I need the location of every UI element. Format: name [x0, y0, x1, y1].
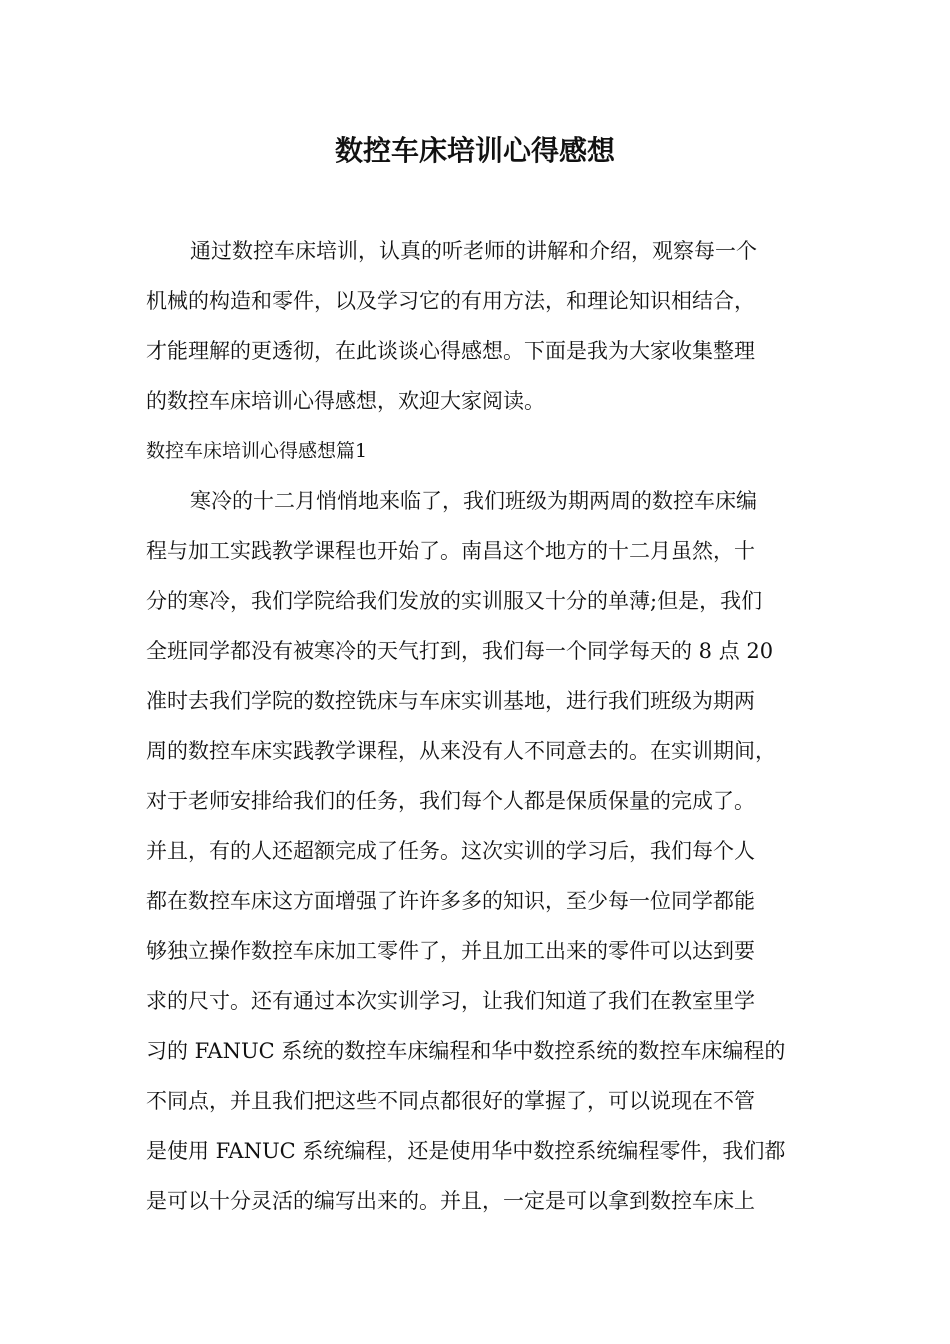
- body-line-6: 周的数控车床实践教学课程，从来没有人不同意去的。在实训期间，: [146, 739, 776, 763]
- document-title: 数控车床培训心得感想: [334, 134, 615, 167]
- body-line-4: 全班同学都没有被寒冷的天气打到，我们每一个同学每天的 8 点 20: [146, 639, 774, 663]
- body-line-8: 并且，有的人还超额完成了任务。这次实训的学习后，我们每个人: [146, 839, 755, 863]
- body-line-15: 是可以十分灵活的编写出来的。并且，一定是可以拿到数控车床上: [146, 1189, 755, 1213]
- intro-line-3: 才能理解的更透彻，在此谈谈心得感想。下面是我为大家收集整理: [146, 339, 755, 363]
- intro-line-2: 机械的构造和零件，以及学习它的有用方法，和理论知识相结合，: [146, 289, 755, 313]
- intro-line-4: 的数控车床培训心得感想，欢迎大家阅读。: [146, 389, 545, 413]
- body-line-10: 够独立操作数控车床加工零件了，并且加工出来的零件可以达到要: [146, 939, 755, 963]
- body-line-14: 是使用 FANUC 系统编程，还是使用华中数控系统编程零件，我们都: [146, 1139, 786, 1163]
- intro-line-1: 通过数控车床培训，认真的听老师的讲解和介绍，观察每一个: [190, 239, 757, 263]
- body-line-1: 寒冷的十二月悄悄地来临了，我们班级为期两周的数控车床编: [190, 489, 757, 513]
- body-line-12: 习的 FANUC 系统的数控车床编程和华中数控系统的数控车床编程的: [146, 1039, 786, 1063]
- body-line-9: 都在数控车床这方面增强了许许多多的知识，至少每一位同学都能: [146, 889, 755, 913]
- body-line-7: 对于老师安排给我们的任务，我们每个人都是保质保量的完成了。: [146, 789, 755, 813]
- body-line-13: 不同点，并且我们把这些不同点都很好的掌握了，可以说现在不管: [146, 1089, 755, 1113]
- body-line-3: 分的寒冷，我们学院给我们发放的实训服又十分的单薄;但是，我们: [146, 589, 763, 613]
- body-line-5: 准时去我们学院的数控铣床与车床实训基地，进行我们班级为期两: [146, 689, 755, 713]
- body-line-11: 求的尺寸。还有通过本次实训学习，让我们知道了我们在教室里学: [146, 989, 755, 1013]
- section-heading: 数控车床培训心得感想篇1: [146, 440, 368, 462]
- body-line-2: 程与加工实践教学课程也开始了。南昌这个地方的十二月虽然，十: [146, 539, 755, 563]
